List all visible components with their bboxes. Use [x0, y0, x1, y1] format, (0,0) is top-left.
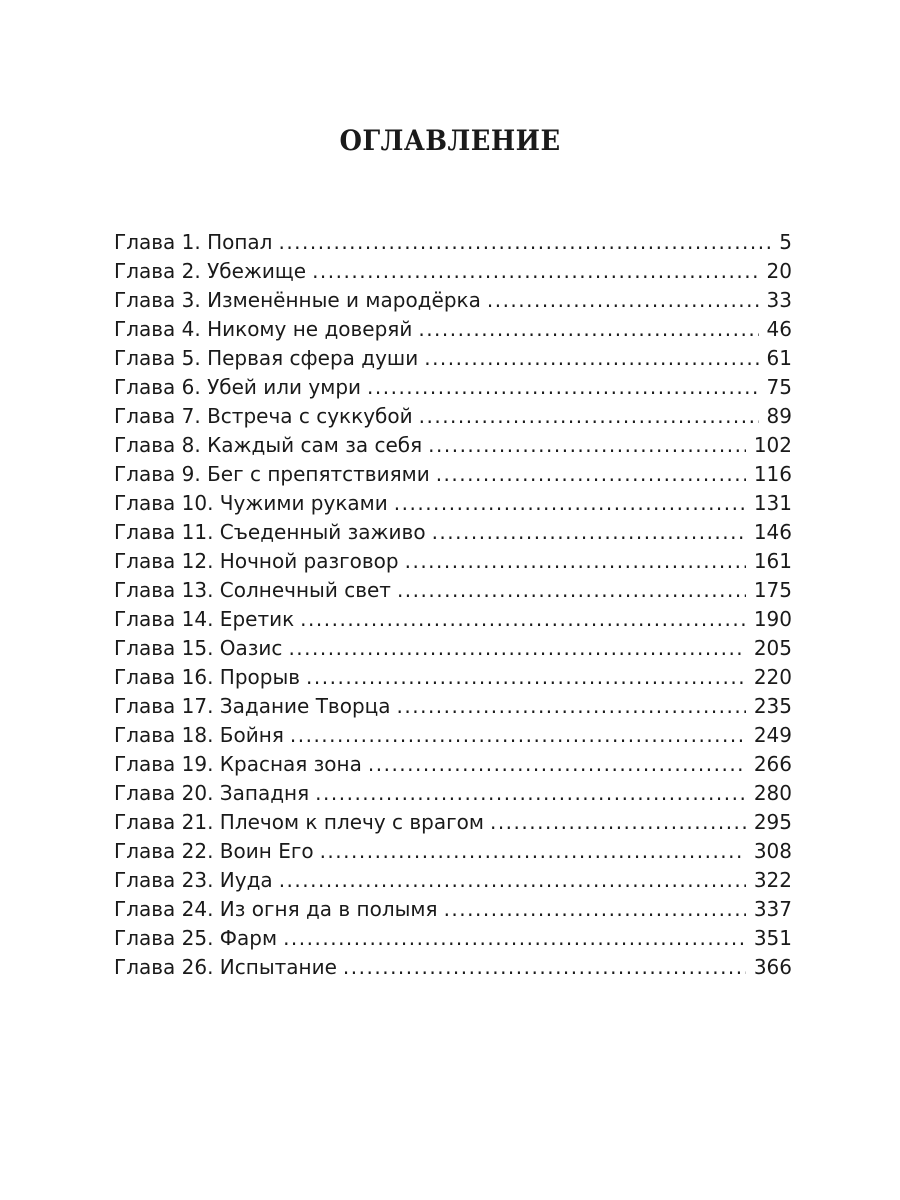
chapter-title: Глава 13. Солнечный свет — [114, 578, 391, 602]
toc-entry — [114, 692, 792, 721]
table-of-contents — [114, 228, 792, 982]
toc-entry — [114, 924, 792, 953]
page-number: 61 — [766, 346, 792, 370]
page-number: 280 — [753, 781, 792, 805]
dot-leader — [405, 547, 746, 576]
toc-entry — [114, 489, 792, 518]
dot-leader — [290, 721, 746, 750]
dot-leader — [343, 953, 746, 982]
toc-entry — [114, 518, 792, 547]
toc-entry — [114, 750, 792, 779]
chapter-title: Глава 19. Красная зона — [114, 752, 362, 776]
page-number: 337 — [753, 897, 792, 921]
chapter-title: Глава 21. Плечом к плечу с врагом — [114, 810, 484, 834]
dot-leader — [436, 460, 746, 489]
page-number: 131 — [753, 491, 792, 515]
page-number: 235 — [753, 694, 792, 718]
toc-entry — [114, 431, 792, 460]
chapter-title: Глава 23. Иуда — [114, 868, 273, 892]
dot-leader — [490, 808, 746, 837]
dot-leader — [397, 692, 746, 721]
dot-leader — [283, 924, 746, 953]
dot-leader — [419, 402, 759, 431]
toc-entry — [114, 779, 792, 808]
dot-leader — [428, 431, 746, 460]
toc-entry — [114, 402, 792, 431]
dot-leader — [397, 576, 746, 605]
toc-entry — [114, 953, 792, 982]
dot-leader — [279, 866, 746, 895]
dot-leader — [444, 895, 746, 924]
chapter-title: Глава 15. Оазис — [114, 636, 283, 660]
dot-leader — [288, 634, 745, 663]
dot-leader — [300, 605, 746, 634]
page-number: 351 — [753, 926, 792, 950]
page-number: 295 — [753, 810, 792, 834]
dot-leader — [432, 518, 746, 547]
chapter-title: Глава 17. Задание Творца — [114, 694, 391, 718]
page-number: 89 — [766, 404, 792, 428]
toc-entry — [114, 634, 792, 663]
chapter-title: Глава 12. Ночной разговор — [114, 549, 399, 573]
toc-entry — [114, 721, 792, 750]
toc-entry — [114, 547, 792, 576]
dot-leader — [424, 344, 758, 373]
dot-leader — [418, 315, 758, 344]
dot-leader — [487, 286, 759, 315]
toc-entry — [114, 315, 792, 344]
page-title: ОГЛАВЛЕНИЕ — [339, 124, 561, 157]
toc-entry — [114, 663, 792, 692]
page-number: 102 — [753, 433, 792, 457]
chapter-title: Глава 7. Встреча с суккубой — [114, 404, 413, 428]
page-number: 116 — [753, 462, 792, 486]
chapter-title: Глава 8. Каждый сам за себя — [114, 433, 423, 457]
chapter-title: Глава 14. Еретик — [114, 607, 295, 631]
page-number: 220 — [753, 665, 792, 689]
chapter-title: Глава 4. Никому не доверяй — [114, 317, 413, 341]
toc-entry — [114, 373, 792, 402]
dot-leader — [394, 489, 746, 518]
chapter-title: Глава 5. Первая сфера души — [114, 346, 419, 370]
toc-entry — [114, 808, 792, 837]
dot-leader — [315, 779, 746, 808]
page-number: 322 — [753, 868, 792, 892]
chapter-title: Глава 9. Бег с препятствиями — [114, 462, 430, 486]
dot-leader — [306, 663, 746, 692]
chapter-title: Глава 18. Бойня — [114, 723, 284, 747]
chapter-title: Глава 26. Испытание — [114, 955, 337, 979]
chapter-title: Глава 22. Воин Его — [114, 839, 314, 863]
toc-entry — [114, 257, 792, 286]
toc-entry — [114, 866, 792, 895]
page-number: 161 — [753, 549, 792, 573]
toc-entry — [114, 460, 792, 489]
toc-entry — [114, 837, 792, 866]
page-number: 146 — [753, 520, 792, 544]
page-number: 308 — [753, 839, 792, 863]
chapter-title: Глава 11. Съеденный заживо — [114, 520, 426, 544]
dot-leader — [367, 373, 759, 402]
chapter-title: Глава 25. Фарм — [114, 926, 278, 950]
chapter-title: Глава 2. Убежище — [114, 259, 307, 283]
page-number: 205 — [753, 636, 792, 660]
dot-leader — [312, 257, 758, 286]
chapter-title: Глава 3. Изменённые и мародёрка — [114, 288, 481, 312]
chapter-title: Глава 20. Западня — [114, 781, 310, 805]
dot-leader — [368, 750, 746, 779]
chapter-title: Глава 16. Прорыв — [114, 665, 301, 689]
toc-entry — [114, 895, 792, 924]
page-number: 266 — [753, 752, 792, 776]
toc-entry — [114, 344, 792, 373]
toc-entry — [114, 286, 792, 315]
dot-leader — [320, 837, 746, 866]
chapter-title: Глава 1. Попал — [114, 230, 273, 254]
toc-entry — [114, 576, 792, 605]
page-number: 75 — [766, 375, 792, 399]
page-number: 46 — [766, 317, 792, 341]
page-number: 249 — [753, 723, 792, 747]
toc-entry — [114, 228, 792, 257]
page-number: 20 — [766, 259, 792, 283]
chapter-title: Глава 6. Убей или умри — [114, 375, 362, 399]
chapter-title: Глава 10. Чужими руками — [114, 491, 388, 515]
chapter-title: Глава 24. Из огня да в полымя — [114, 897, 438, 921]
page-number: 366 — [753, 955, 792, 979]
page-number: 33 — [766, 288, 792, 312]
page-number: 190 — [753, 607, 792, 631]
page-number: 175 — [753, 578, 792, 602]
dot-leader — [278, 228, 771, 257]
page-number: 5 — [779, 230, 792, 254]
toc-entry — [114, 605, 792, 634]
